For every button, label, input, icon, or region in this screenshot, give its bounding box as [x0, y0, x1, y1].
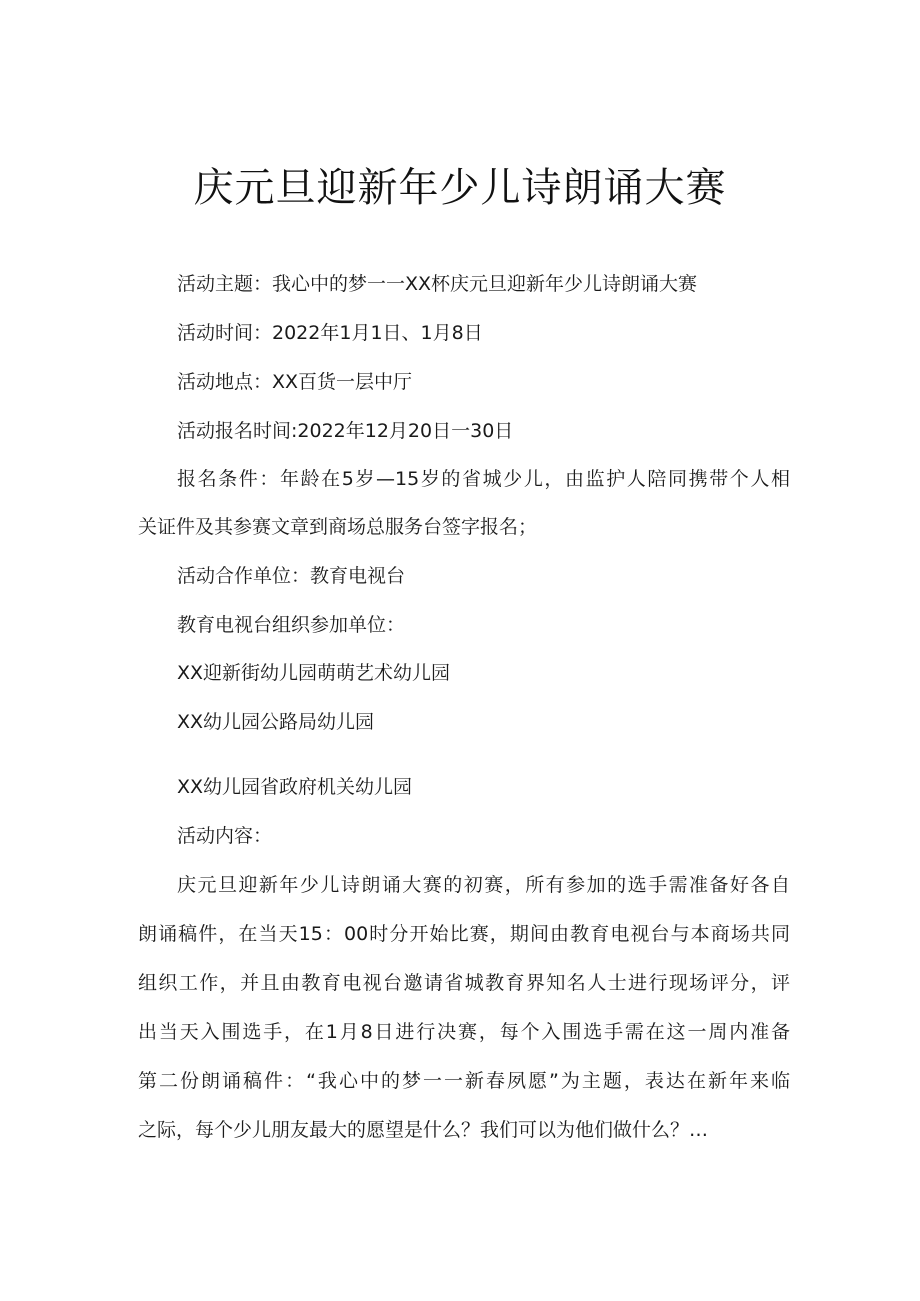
conditions-line-1: 报名条件：年龄在5岁—15岁的省城少儿，由监护人陪同携带个人相 [177, 468, 790, 490]
content-heading: 活动内容： [177, 825, 273, 847]
organizer-heading: 教育电视台组织参加单位： [177, 614, 406, 636]
document-title: 庆元旦迎新年少儿诗朗诵大赛 [193, 165, 727, 211]
content-line-2: 朗诵稿件，在当天15：00时分开始比赛，期间由教育电视台与本商场共同 [138, 923, 790, 945]
activity-time: 活动时间：2022年1月1日、1月8日 [177, 322, 483, 344]
content-paragraph [138, 873, 790, 1142]
participating-unit-1: XX迎新街幼儿园萌萌艺术幼儿园 [177, 662, 451, 684]
content-line-5: 第二份朗诵稿件：“我心中的梦一一新春夙愿”为主题，表达在新年来临 [138, 1070, 790, 1092]
conditions-line-2: 关证件及其参赛文章到商场总服务台签字报名； [138, 516, 538, 538]
participating-unit-2: XX幼儿园公路局幼儿园 [177, 711, 375, 733]
registration-conditions [138, 467, 790, 539]
registration-time: 活动报名时间:2022年12月20日一30日 [177, 420, 514, 442]
content-line-4: 出当天入围选手，在1月8日进行决赛，每个入围选手需在这一周内准备 [138, 1021, 790, 1043]
content-line-3: 组织工作，并且由教育电视台邀请省城教育界知名人士进行现场评分，评 [138, 972, 790, 994]
participating-unit-3: XX幼儿园省政府机关幼儿园 [177, 776, 413, 798]
content-line-6: 之际，每个少儿朋友最大的愿望是什么？我们可以为他们做什么？… [138, 1119, 709, 1141]
content-line-1: 庆元旦迎新年少儿诗朗诵大赛的初赛，所有参加的选手需准备好各自 [177, 874, 790, 896]
partner-unit: 活动合作单位：教育电视台 [177, 565, 406, 587]
activity-location: 活动地点：XX百货一层中厅 [177, 371, 413, 393]
activity-theme: 活动主题：我心中的梦一一XX杯庆元旦迎新年少儿诗朗诵大赛 [177, 273, 698, 295]
